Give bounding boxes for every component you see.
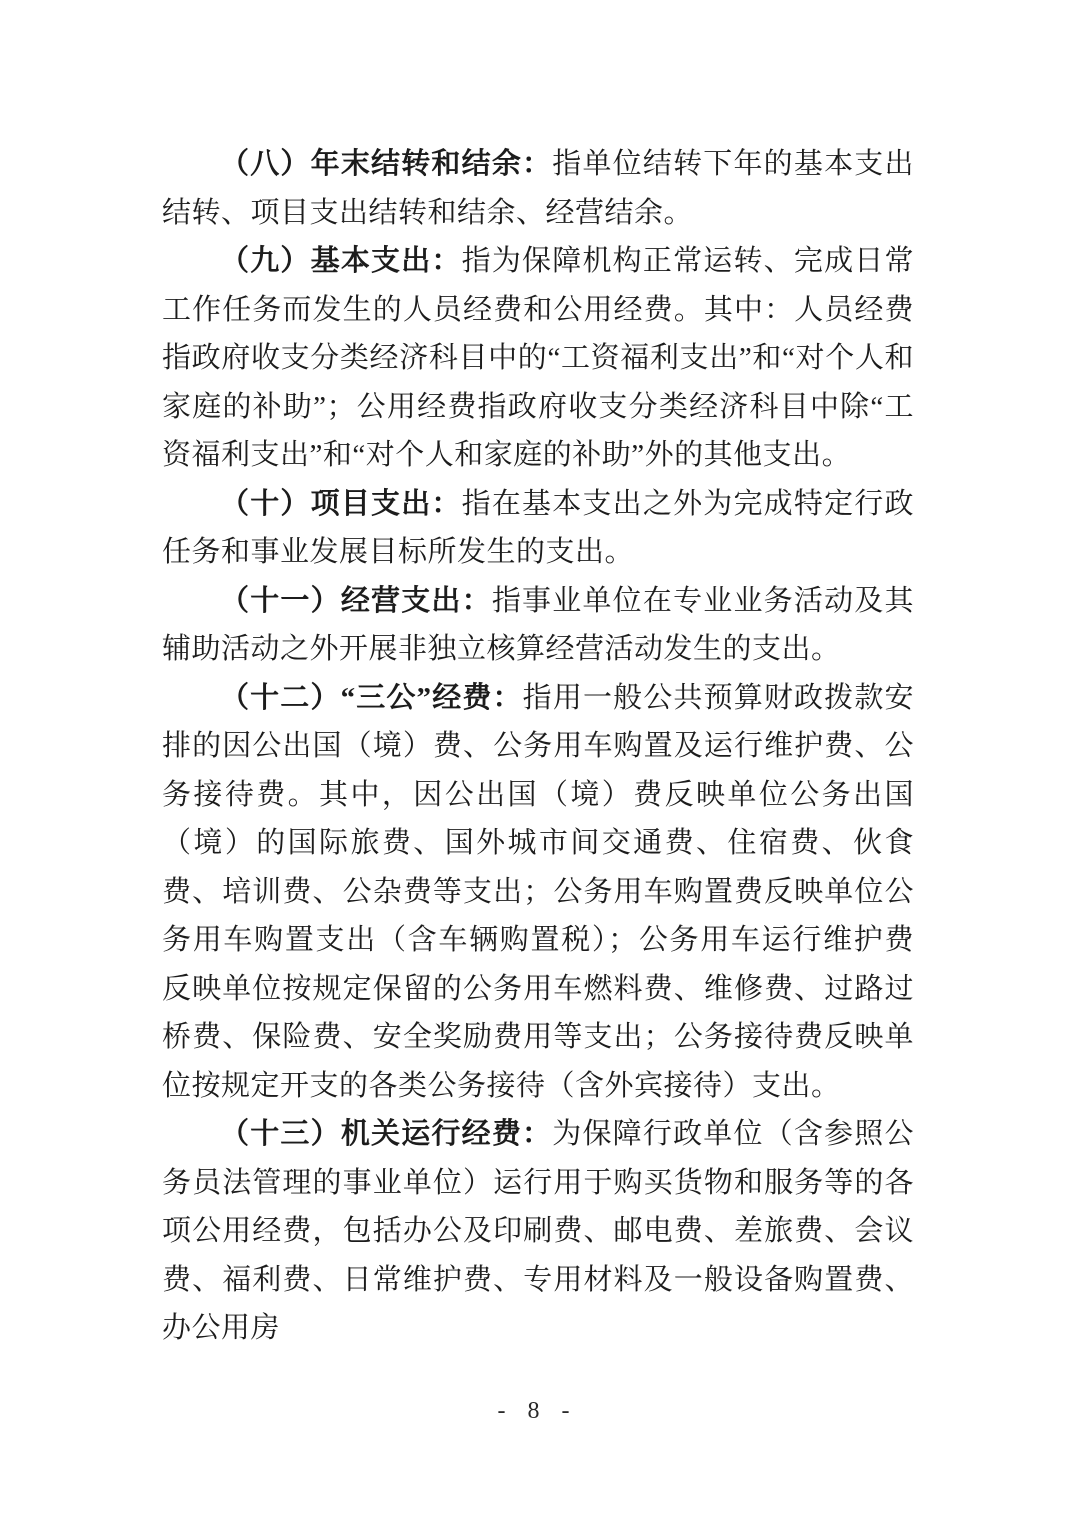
paragraph-8-year-end-carryover [162,140,914,237]
page-number: - 8 - [497,1398,578,1424]
paragraph-text: 指用一般公共预算财政拨款安排的因公出国（境）费、公务用车购置及运行维护费、公务接待费。其中，因公出国（境）费反映单位公务出国（境）的国际旅费、国外城市间交通费、住宿费、伙食费、培训费、公杂费等支出；公务用车购置费反映单位公务用车购置支出（含车辆购置税）；公务用车运行维护费反映单位按规定保留的公务用车燃料费、维修费、过路过桥费、保险费、安全奖励费用等支出；公务接待费反映单位按规定开支的各类公务接待（含外宾接待）支出。 [162,681,914,1102]
paragraph-term: （八）年末结转和结余： [220,148,553,180]
paragraph-text: 指为保障机构正常运转、完成日常工作任务而发生的人员经费和公用经费。其中：人员经费指政府收支分类经济科目中的“工资福利支出”和“对个人和家庭的补助”；公用经费指政府收支分类经济科目中除“工资福利支出”和“对个人和家庭的补助”外的其他支出。 [162,245,914,471]
paragraph-text: 指单位结转下年的基本支出结转、项目支出结转和结余、经营结余。 [162,148,914,229]
document-body [162,140,914,1353]
paragraph-9-basic-expenditure [162,237,914,480]
paragraph-11-operating-expenditure [162,577,914,674]
paragraph-term: （十）项目支出： [220,487,462,520]
paragraph-12-three-public-funds [162,674,914,1111]
paragraph-text: 为保障行政单位（含参照公务员法管理的事业单位）运行用于购买货物和服务等的各项公用经费，包括办公及印刷费、邮电费、差旅费、会议费、福利费、日常维护费、专用材料及一般设备购置费、办公用房 [162,1118,914,1344]
paragraph-10-project-expenditure [162,480,914,577]
paragraph-term: （九）基本支出： [220,245,462,277]
page-footer [0,1398,1075,1425]
paragraph-term: （十一）经营支出： [220,584,492,617]
paragraph-term: （十三）机关运行经费： [220,1118,553,1150]
paragraph-text: 指在基本支出之外为完成特定行政任务和事业发展目标所发生的支出。 [162,487,914,568]
paragraph-text: 指事业单位在专业业务活动及其辅助活动之外开展非独立核算经营活动发生的支出。 [162,584,914,665]
paragraph-13-agency-operating-funds [162,1110,914,1353]
paragraph-term: （十二）“三公”经费： [220,681,523,714]
